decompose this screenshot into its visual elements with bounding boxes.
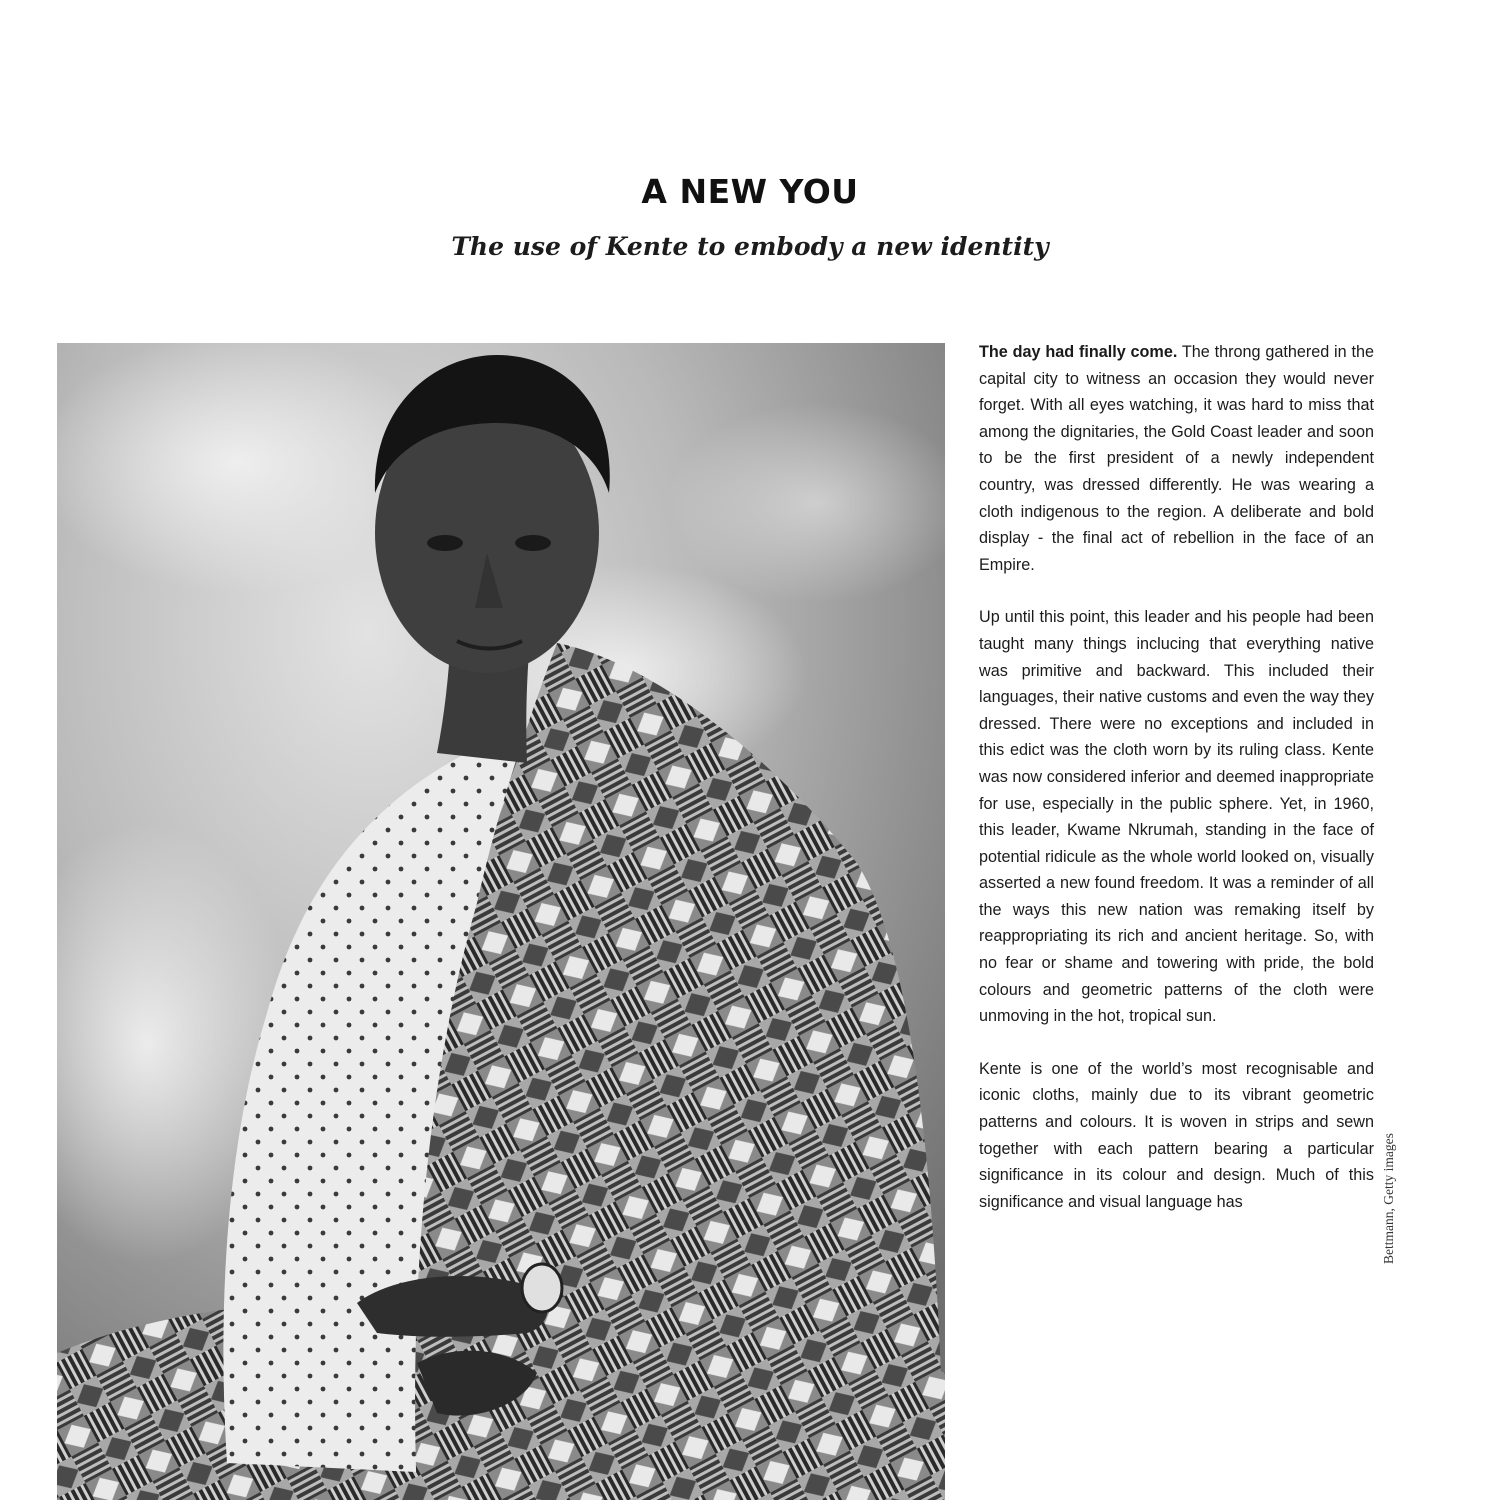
article-body xyxy=(979,339,1374,1241)
paragraph-1-text: The throng gathered in the capital city to witness an occasion they would never forget. With all eyes watching, it was hard to miss that among the dignitaries, the Gold Coast leader and soon to be the first president of a newly independent country, was dressed differently. He was wearing a cloth indigenous to the region. A deliberate and bold display - the final act of rebellion in the face of an Empire. xyxy=(979,343,1374,574)
paragraph-2: Up until this point, this leader and his people had been taught many things inclucing that everything native was primitive and backward. This included their languages, their native customs and even the way they dressed. There were no exceptions and included in this edict was the cloth worn by its ruling class. Kente was now considered inferior and deemed inappropriate for use, especially in the public sphere. Yet, in 1960, this leader, Kwame Nkrumah, standing in the face of potential ridicule as the whole world looked on, visually asserted a new found freedom. It was a reminder of all the ways this new nation was remaking itself by reappropriating its rich and ancient heritage. So, with no fear or shame and towering with pride, the bold colours and geometric patterns of the cloth were unmoving in the hot, tropical sun. xyxy=(979,608,1374,1026)
photo-credit: Bettmann, Getty images xyxy=(1381,1133,1396,1264)
page-subtitle: The use of Kente to embody a new identity xyxy=(451,232,1049,261)
portrait-photo xyxy=(57,343,945,1500)
paragraph-3: Kente is one of the world’s most recognisable and iconic cloths, mainly due to its vibrant geometric patterns and colours. It is woven in strips and sewn together with each pattern bearing a particular significance in its colour and design. Much of this significance and visual language has xyxy=(979,1059,1374,1211)
lead-in: The day had finally come. xyxy=(979,343,1178,361)
page-title: A NEW YOU xyxy=(641,172,859,211)
paragraph-1 xyxy=(979,339,1374,578)
